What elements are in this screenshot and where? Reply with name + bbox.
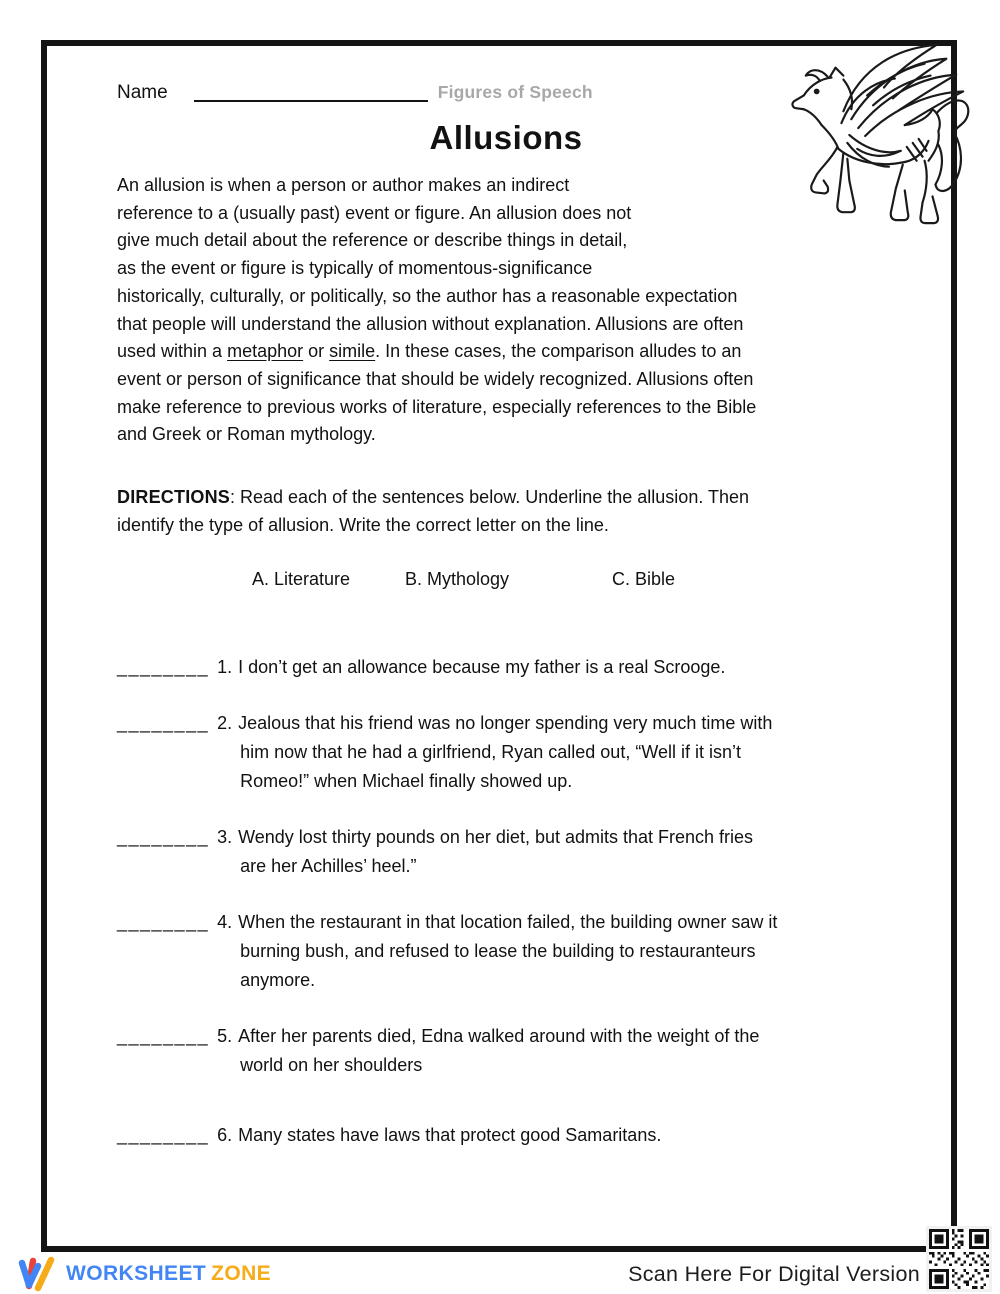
option-a-literature: A. Literature: [252, 569, 351, 590]
underlined-term-metaphor: metaphor: [227, 341, 304, 362]
question-line: [217, 653, 725, 682]
question-text: When the restaurant in that location failed, the building owner saw it: [238, 912, 778, 933]
answer-blank: ________: [117, 1026, 210, 1047]
question-number: 6.: [217, 1125, 233, 1146]
question-5: [117, 1022, 895, 1080]
question-body: [217, 908, 777, 995]
intro-line: make reference to previous works of literature, especially references to the Bible: [117, 396, 757, 417]
option-b-mythology: B. Mythology: [405, 569, 510, 590]
intro-line: event or person of significance that should be widely recognized. Allusions often: [117, 368, 754, 389]
intro-text: . In these cases, the comparison alludes to an: [375, 341, 742, 362]
worksheetzone-w-icon: [18, 1256, 58, 1292]
option-c-bible: C. Bible: [612, 569, 676, 590]
intro-line: give much detail about the reference or describe things in detail,: [117, 230, 628, 251]
pegasus-icon: [792, 45, 968, 223]
question-number: 3.: [217, 827, 233, 848]
question-number: 1.: [217, 657, 233, 678]
directions-text: : Read each of the sentences below. Underline the allusion. Then: [230, 487, 750, 508]
question-line: Romeo!” when Michael finally showed up.: [240, 771, 573, 792]
question-body: [217, 1121, 661, 1150]
answer-blank: ________: [117, 912, 210, 933]
answer-blank: ________: [117, 1125, 210, 1146]
question-1: [117, 653, 895, 682]
logo-zone-text: ZONE: [211, 1262, 272, 1285]
directions-line: identify the type of allusion. Write the correct letter on the line.: [117, 515, 609, 536]
question-6: [117, 1121, 895, 1150]
underlined-term-simile: simile: [329, 341, 376, 362]
question-body: [217, 709, 772, 796]
header-row: [117, 62, 895, 106]
question-line: world on her shoulders: [240, 1055, 423, 1076]
intro-text: used within a: [117, 341, 228, 362]
answer-options-row: [117, 569, 895, 597]
qr-code-icon: [929, 1229, 989, 1289]
logo-text: [66, 1262, 271, 1286]
question-line: [217, 1121, 661, 1150]
question-3: [117, 823, 895, 881]
question-number: 5.: [217, 1026, 233, 1047]
question-number: 4.: [217, 912, 233, 933]
intro-text: or: [303, 341, 330, 362]
question-line: [217, 908, 777, 937]
intro-line: that people will understand the allusion without explanation. Allusions are often: [117, 313, 744, 334]
question-body: [217, 1022, 759, 1080]
answer-blank: ________: [117, 713, 210, 734]
intro-line: and Greek or Roman mythology.: [117, 424, 376, 445]
page-title: Allusions: [429, 119, 583, 156]
answer-blank: ________: [117, 657, 210, 678]
directions-line: [117, 483, 895, 511]
question-text: I don’t get an allowance because my father is a real Scrooge.: [238, 657, 726, 678]
question-text: After her parents died, Edna walked around with the weight of the: [238, 1026, 760, 1047]
intro-line: An allusion is when a person or author makes an indirect: [117, 175, 570, 195]
intro-line: as the event or figure is typically of momentous-significance: [117, 258, 593, 279]
logo-worksheet-text: WORKSHEET: [66, 1262, 207, 1285]
question-line: him now that he had a girlfriend, Ryan called out, “Well if it isn’t: [240, 742, 741, 763]
question-text: Jealous that his friend was no longer spending very much time with: [238, 713, 773, 734]
intro-line: historically, culturally, or politically, so the author has a reasonable expectation: [117, 285, 738, 306]
question-text: Wendy lost thirty pounds on her diet, but admits that French fries: [238, 827, 754, 848]
question-body: [217, 823, 753, 881]
subject-label: Figures of Speech: [437, 82, 593, 102]
directions-label: DIRECTIONS: [117, 487, 231, 508]
qr-code: [926, 1226, 992, 1292]
worksheetzone-logo: [18, 1256, 271, 1292]
question-2: [117, 709, 895, 796]
intro-line: [117, 338, 895, 366]
question-line: are her Achilles’ heel.”: [240, 856, 417, 877]
question-text: Many states have laws that protect good Samaritans.: [238, 1125, 662, 1146]
question-4: [117, 908, 895, 995]
name-label: Name: [117, 82, 168, 103]
intro-paragraph: [117, 172, 895, 449]
intro-line: reference to a (usually past) event or figure. An allusion does not: [117, 202, 632, 223]
question-line: anymore.: [240, 970, 316, 991]
name-fill-in-line: [194, 76, 428, 102]
question-number: 2.: [217, 713, 233, 734]
answer-blank: ________: [117, 827, 210, 848]
questions-list: [117, 653, 895, 1150]
directions-paragraph: [117, 483, 895, 539]
pegasus-illustration: [784, 36, 982, 240]
question-line: [217, 1022, 759, 1051]
question-line: [217, 709, 772, 738]
question-line: [217, 823, 753, 852]
question-line: burning bush, and refused to lease the building to restauranteurs: [240, 941, 756, 962]
question-body: [217, 653, 725, 682]
scan-here-text: Scan Here For Digital Version: [628, 1262, 920, 1286]
